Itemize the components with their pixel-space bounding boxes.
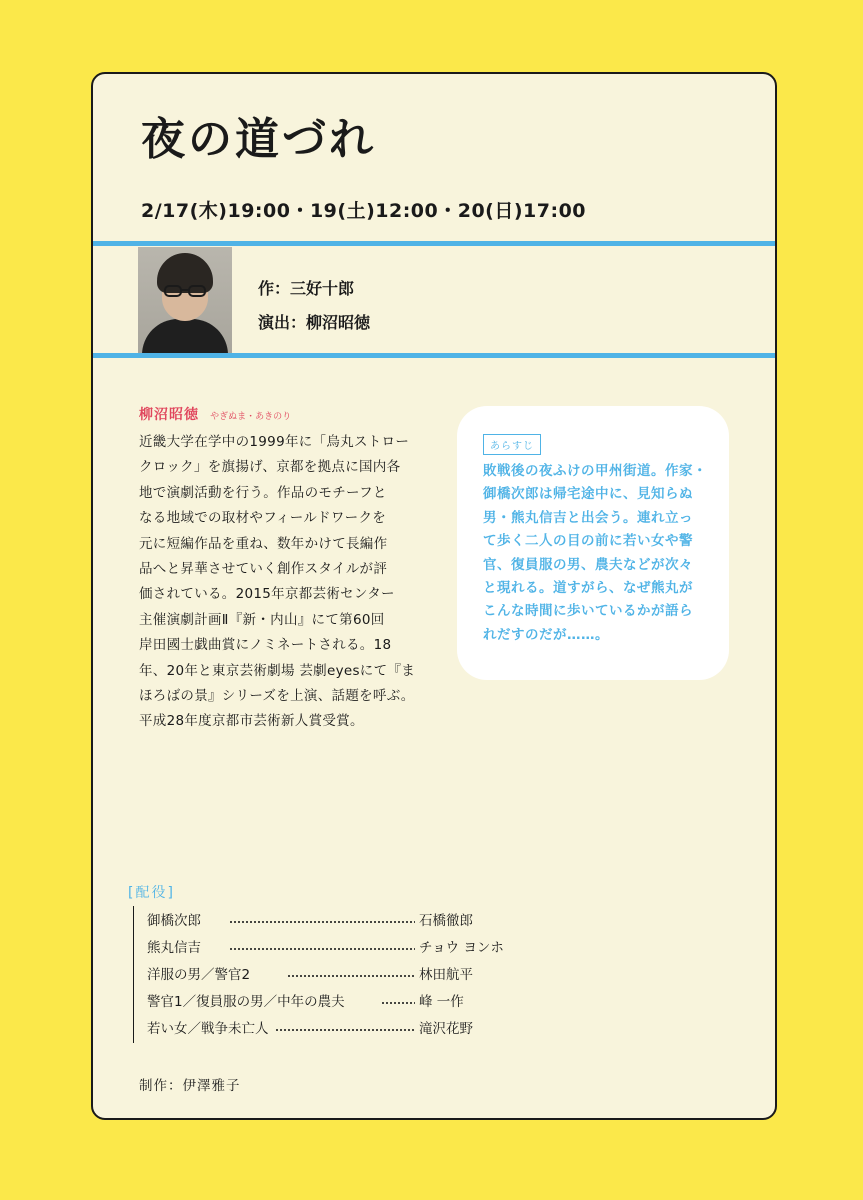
synopsis-line: 御橋次郎は帰宅途中に、見知らぬ bbox=[483, 486, 693, 503]
cast-actor: 林田航平 bbox=[419, 967, 473, 983]
credits bbox=[258, 272, 370, 340]
bio-line: 年、20年と東京芸術劇場 芸劇eyesにて『ま bbox=[139, 662, 416, 679]
bio-line: 元に短編作品を重ね、数年かけて長編作 bbox=[139, 535, 388, 552]
cast-row bbox=[147, 935, 567, 962]
bio-name: 柳沼昭徳 bbox=[139, 407, 199, 423]
bio-line: クロック」を旗揚げ、京都を拠点に国内各 bbox=[139, 459, 401, 476]
cast-row bbox=[147, 1016, 567, 1043]
leader-dots bbox=[229, 921, 415, 923]
divider-bottom bbox=[93, 353, 775, 358]
bio-line: 平成28年度京都市芸術新人賞受賞。 bbox=[139, 713, 364, 730]
cast-actor: 峰 一作 bbox=[419, 994, 464, 1010]
synopsis-line: こんな時間に歩いているかが語ら bbox=[483, 603, 693, 620]
synopsis-line: と現れる。道すがら、なぜ熊丸が bbox=[483, 580, 693, 597]
synopsis-label: あらすじ bbox=[483, 434, 541, 455]
synopsis-line: 男・熊丸信吉と出会う。連れ立っ bbox=[483, 509, 693, 526]
synopsis-line: て歩く二人の目の前に若い女や警 bbox=[483, 533, 693, 550]
bio-kana: やぎぬま・あきのり bbox=[210, 412, 292, 422]
cast-row bbox=[147, 962, 567, 989]
bio-line: 主催演劇計画Ⅱ『新・内山』にて第60回 bbox=[139, 611, 385, 628]
synopsis-line: れだすのだが……。 bbox=[483, 626, 609, 643]
leader-dots bbox=[275, 1029, 415, 1031]
play-title: 夜の道づれ bbox=[141, 114, 376, 165]
leader-dots bbox=[381, 1002, 415, 1004]
cast-actor: 滝沢花野 bbox=[419, 1021, 473, 1037]
bio-line: 地で演劇活動を行う。作品のモチーフと bbox=[139, 484, 387, 501]
synopsis-line: 官、復員服の男、農夫などが次々 bbox=[483, 556, 693, 573]
cast-role: 御橋次郎 bbox=[147, 913, 201, 929]
bio-line: 近畿大学在学中の1999年に「烏丸ストロー bbox=[139, 434, 410, 450]
synopsis-line: 敗戦後の夜ふけの甲州街道。作家・ bbox=[483, 463, 707, 479]
bio-line: ほろばの景』シリーズを上演、話題を呼ぶ。 bbox=[139, 688, 415, 705]
leader-dots bbox=[287, 975, 415, 977]
performance-dates: 2/17(木)19:00・19(土)12:00・20(日)17:00 bbox=[141, 200, 587, 222]
director-photo bbox=[138, 247, 232, 353]
cast-role: 洋服の男／警官2 bbox=[147, 967, 251, 983]
divider-top bbox=[93, 241, 775, 246]
cast-row bbox=[147, 908, 567, 935]
cast-role: 警官1／復員服の男／中年の農夫 bbox=[147, 994, 345, 1010]
synopsis-text bbox=[483, 460, 715, 647]
cast-role: 若い女／戦争未亡人 bbox=[147, 1021, 269, 1037]
cast-role: 熊丸信吉 bbox=[147, 940, 201, 956]
flyer-card bbox=[91, 72, 777, 1120]
cast-list bbox=[133, 906, 567, 1043]
cast-label: [配役] bbox=[128, 885, 175, 901]
bio-line: 価されている。2015年京都芸術センター bbox=[139, 586, 395, 603]
bio-line: 品へと昇華させていく創作スタイルが評 bbox=[139, 561, 388, 578]
producer-credit: 制作：伊澤雅子 bbox=[139, 1078, 241, 1094]
director-credit: 演出：柳沼昭徳 bbox=[258, 313, 371, 332]
author-credit: 作：三好十郎 bbox=[258, 279, 355, 298]
bio-line: 岸田國士戯曲賞にノミネートされる。18 bbox=[139, 637, 392, 654]
cast-actor: チョウ ヨンホ bbox=[419, 940, 504, 956]
bio-line: なる地域での取材やフィールドワークを bbox=[139, 510, 387, 527]
cast-row bbox=[147, 989, 567, 1016]
cast-actor: 石橋徹郎 bbox=[419, 913, 473, 929]
leader-dots bbox=[229, 948, 415, 950]
bio-text bbox=[139, 430, 439, 735]
synopsis-box bbox=[457, 406, 729, 680]
bio-heading bbox=[139, 404, 291, 424]
